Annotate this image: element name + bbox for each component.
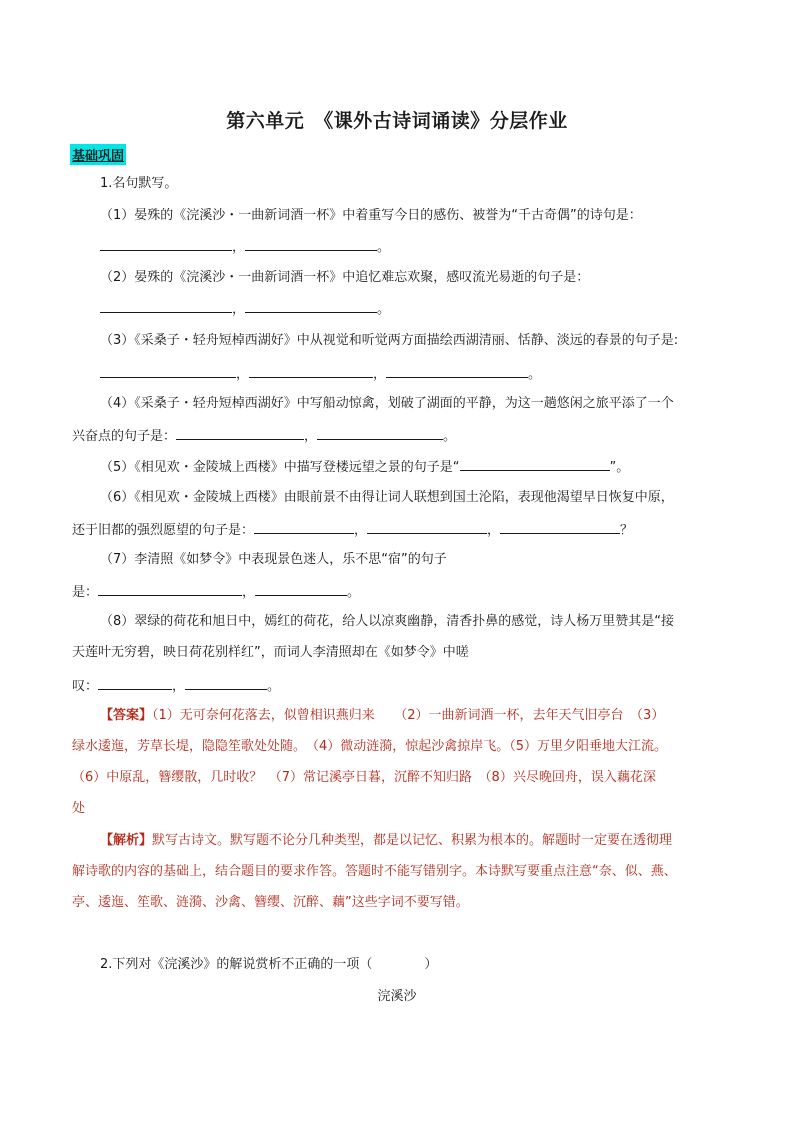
answer-line-2: 绿水逶迤，芳草长堤，隐隐笙歌处处随。 （4）微动涟漪，惊起沙禽掠岸飞。（5）万里夕阳垂地大江流。 xyxy=(72,739,668,754)
question-2-heading: 2.下列对《浣溪沙》的解说赏析不正确的一项（ ） xyxy=(100,957,438,972)
answer-tag: 【答案】 xyxy=(100,708,153,723)
answer-blank[interactable] xyxy=(254,519,354,534)
answer-line-1: 【答案】（1）无可奈何花落去，似曾相识燕归来 （2）一曲新词酒一杯，去年天气旧亭台 （3） xyxy=(100,708,665,723)
answer-blank[interactable] xyxy=(100,236,232,251)
question-1-item-1-answer: ， 。 xyxy=(100,236,390,258)
question-1-item-4: （4）《采桑子・轻舟短棹西湖好》中写船动惊禽，划破了湖面的平静，为这一趟悠闲之旅平添了一个 xyxy=(100,396,674,411)
question-1-item-6-answer: 还于旧都的强烈愿望的句子是： ， ， ？ xyxy=(72,519,633,541)
question-1-item-5: （5）《相见欢・金陵城上西楼》中描写登楼远望之景的句子是“ ”。 xyxy=(100,456,629,478)
answer-blank[interactable] xyxy=(317,425,443,440)
question-1-item-2: （2）晏殊的《浣溪沙・一曲新词酒一杯》中追忆难忘欢聚，感叹流光易逝的句子是： xyxy=(100,270,590,285)
analysis-line-2: 解诗歌的内容的基础上，结合题目的要求作答。答题时不能写错别字。本诗默写要重点注意“奈、似、燕、 xyxy=(72,864,677,879)
answer-blank[interactable] xyxy=(386,363,528,378)
analysis-line-3: 亭、逶迤、笙歌、涟漪、沙禽、簪缨、沉醉、藕”这些字词不要写错。 xyxy=(72,895,469,910)
question-1-heading: 1.名句默写。 xyxy=(100,176,178,191)
poem-title: 浣溪沙 xyxy=(377,989,417,1004)
answer-blank[interactable] xyxy=(100,363,236,378)
answer-blank[interactable] xyxy=(367,519,487,534)
question-1-item-8-cont: 天莲叶无穷碧，映日荷花别样红”，而词人李清照却在《如梦令》中嗟 xyxy=(72,645,469,660)
answer-blank[interactable] xyxy=(176,425,304,440)
analysis-tag: 【解析】 xyxy=(100,833,153,848)
question-1-item-7: （7）李清照《如梦令》中表现景色迷人，乐不思“宿”的句子 xyxy=(100,552,447,567)
page-title: 第六单元 《课外古诗词诵读》分层作业 xyxy=(226,110,568,132)
question-1-item-7-answer: 是： ， 。 xyxy=(72,581,360,603)
answer-blank[interactable] xyxy=(98,675,172,690)
answer-blank[interactable] xyxy=(185,675,267,690)
question-1-item-3: （3）《采桑子・轻舟短棹西湖好》中从视觉和听觉两方面描绘西湖清丽、恬静、淡远的春景的句子是: xyxy=(100,333,679,348)
answer-blank[interactable] xyxy=(98,581,242,596)
question-1-item-4-answer: 兴奋点的句子是： ， 。 xyxy=(72,425,456,447)
answer-line-3: （6）中原乱，簪缨散，几时收？ （7）常记溪亭日暮，沉醉不知归路 （8）兴尽晚回舟，误入藕花深 xyxy=(72,770,656,785)
question-1-item-6: （6）《相见欢・金陵城上西楼》由眼前景不由得让词人联想到国土沦陷，表现他渴望早日恢复中原， xyxy=(100,490,674,505)
analysis-line-1: 【解析】默写古诗文。默写题不论分几种类型，都是以记忆、积累为根本的。解题时一定要在透彻理 xyxy=(100,833,673,848)
question-1-item-2-answer: ， 。 xyxy=(100,298,390,320)
answer-blank[interactable] xyxy=(100,298,232,313)
question-1-item-8-answer: 叹： ， 。 xyxy=(72,675,280,697)
answer-blank[interactable] xyxy=(245,236,377,251)
answer-blank[interactable] xyxy=(249,363,373,378)
answer-blank[interactable] xyxy=(255,581,347,596)
question-1-item-3-answer: ， ， 。 xyxy=(100,363,541,385)
answer-blank[interactable] xyxy=(500,519,620,534)
answer-line-4: 处 xyxy=(72,801,86,816)
question-1-item-8: （8）翠绿的荷花和旭日中，嫣红的荷花，给人以凉爽幽静，清香扑鼻的感觉，诗人杨万里赞其是“接 xyxy=(100,614,675,629)
answer-blank[interactable] xyxy=(245,298,377,313)
answer-blank[interactable] xyxy=(460,456,610,471)
section-label: 基础巩固 xyxy=(70,144,126,165)
question-1-item-1: （1）晏殊的《浣溪沙・一曲新词酒一杯》中着重写今日的感伤、被誉为“千古奇偶”的诗句是： xyxy=(100,208,642,223)
